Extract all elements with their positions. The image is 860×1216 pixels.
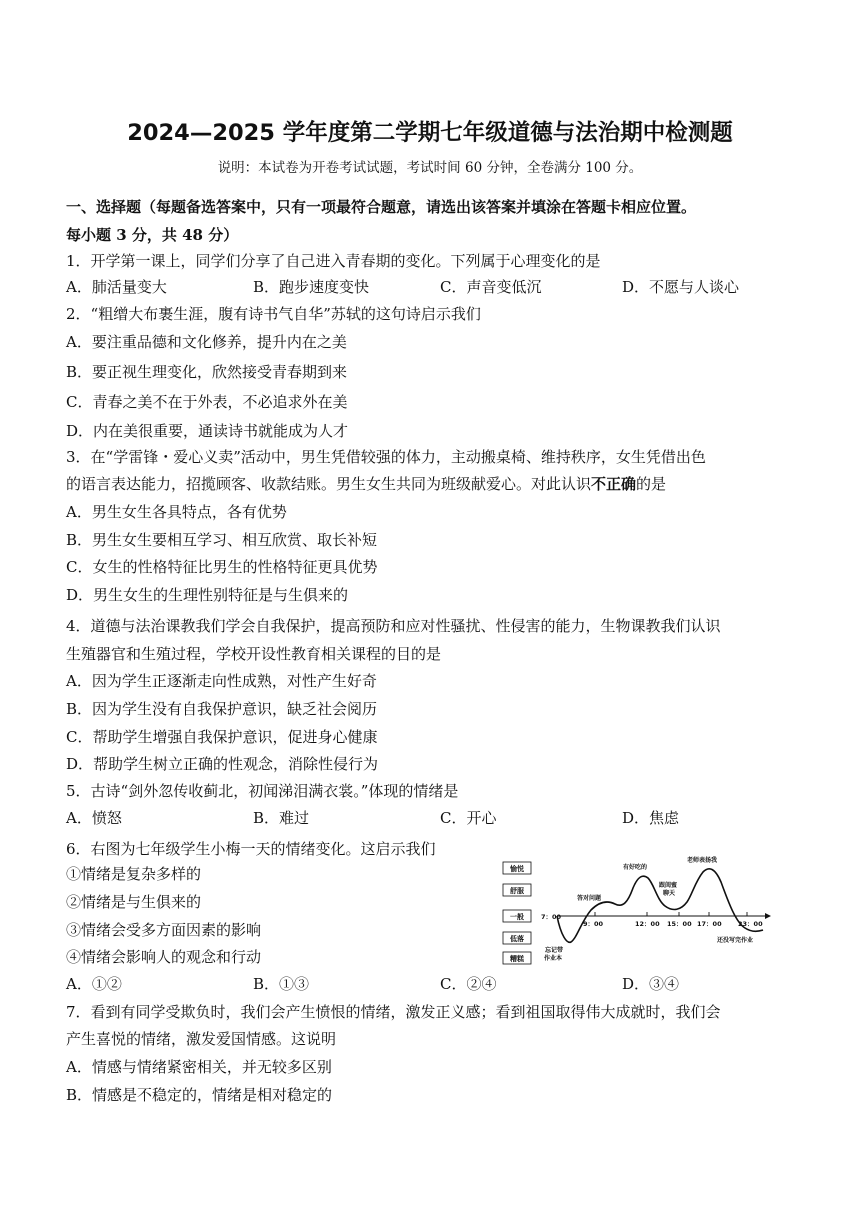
q2-option-d: D．内在美很重要，通读诗书就能成为人才 xyxy=(66,422,349,440)
q5-option-b: B．难过 xyxy=(253,809,310,827)
annotation-chat-friend: 跟闺蜜 xyxy=(659,882,678,889)
q1-option-d: D．不愿与人谈心 xyxy=(622,278,740,296)
annotation-forgot-homework: 忘记带 xyxy=(545,947,564,954)
q4-stem: 4．道德与法治课教我们学会自我保护，提高预防和应对性骚扰、性侵害的能力，生物课教我们认识 xyxy=(66,617,721,635)
q3-stem-text: 的语言表达能力，招揽顾客、收款结账。男生女生共同为班级献爱心。对此认识 xyxy=(66,475,592,493)
q6-option-a: A．①② xyxy=(66,975,122,993)
annotation-teacher-praise: 老师表扬我 xyxy=(687,857,718,864)
q6-option-b: B．①③ xyxy=(253,975,310,993)
q5-stem: 5．古诗“剑外忽传收蓟北，初闻涕泪满衣裳。”体现的情绪是 xyxy=(66,782,459,800)
annotation-unfinished-homework: 还没写完作业 xyxy=(717,937,754,944)
q6-item-2: ②情绪是与生俱来的 xyxy=(66,893,202,911)
q6-option-c: C．②④ xyxy=(440,975,497,993)
annotation-correct-answer: 答对问题 xyxy=(577,895,602,902)
y-label-comfortable: 舒服 xyxy=(510,887,524,895)
annotation-forgot-homework-2: 作业本 xyxy=(544,955,563,962)
q6-item-1: ①情绪是复杂多样的 xyxy=(66,865,202,883)
q1-stem: 1．开学第一课上，同学们分享了自己进入青春期的变化。下列属于心理变化的是 xyxy=(66,252,601,270)
q3-stem: 3．在“学雷锋・爱心义卖”活动中，男生凭借较强的体力，主动搬桌椅、维持秩序，女生凭借出色 xyxy=(66,448,706,466)
emotion-chart xyxy=(495,852,785,970)
section-heading-line2: 每小题 3 分，共 48 分） xyxy=(66,226,239,244)
x-axis-arrow xyxy=(765,913,771,919)
q3-option-d: D．男生女生的生理性别特征是与生俱来的 xyxy=(66,586,349,604)
q7-stem-line2: 产生喜悦的情绪，激发爱国情感。这说明 xyxy=(66,1030,337,1048)
q3-stem-line2 xyxy=(66,474,666,494)
x-label-12: 12：00 xyxy=(635,920,660,928)
y-label-bad: 糟糕 xyxy=(510,955,524,963)
q6-item-4: ④情绪会影响人的观念和行动 xyxy=(66,948,262,966)
q6-stem: 6．右图为七年级学生小梅一天的情绪变化。这启示我们 xyxy=(66,840,436,858)
q2-stem: 2．“粗缯大布裹生涯，腹有诗书气自华”苏轼的这句诗启示我们 xyxy=(66,305,481,323)
annotation-chat-friend-2: 聊天 xyxy=(663,890,676,897)
q4-option-c: C．帮助学生增强自我保护意识，促进身心健康 xyxy=(66,728,378,746)
q6-option-d: D．③④ xyxy=(622,975,680,993)
x-label-9: 9：00 xyxy=(583,920,604,928)
section-heading: 一、选择题（每题备选答案中，只有一项最符合题意，请选出该答案并填涂在答题卡相应位置。 xyxy=(66,198,697,216)
q3-option-c: C．女生的性格特征比男生的性格特征更具优势 xyxy=(66,558,378,576)
q2-option-b: B．要正视生理变化，欣然接受青春期到来 xyxy=(66,363,348,381)
q3-emphasis: 不正确 xyxy=(591,475,637,493)
exam-note: 说明：本试卷为开卷考试试题，考试时间 60 分钟，全卷满分 100 分。 xyxy=(217,160,643,176)
y-label-low: 低落 xyxy=(510,935,524,943)
q4-option-a: A．因为学生正逐渐走向性成熟，对性产生好奇 xyxy=(66,672,377,690)
q1-option-a: A．肺活量变大 xyxy=(66,278,167,296)
q5-option-d: D．焦虑 xyxy=(622,809,680,827)
x-label-7: 7：00 xyxy=(541,913,562,921)
q7-option-b: B．情感是不稳定的，情绪是相对稳定的 xyxy=(66,1086,333,1104)
page-title: 2024—2025 学年度第二学期七年级道德与法治期中检测题 xyxy=(127,120,733,146)
q5-option-c: C．开心 xyxy=(440,809,497,827)
q2-option-c: C．青春之美不在于外表，不必追求外在美 xyxy=(66,393,348,411)
q1-option-b: B．跑步速度变快 xyxy=(253,278,370,296)
q7-stem: 7．看到有同学受欺负时，我们会产生愤恨的情绪，激发正义感；看到祖国取得伟大成就时，我们会 xyxy=(66,1003,721,1021)
q3-option-a: A．男生女生各具特点，各有优势 xyxy=(66,503,287,521)
y-label-happy: 愉悦 xyxy=(510,865,524,873)
q2-option-a: A．要注重品德和文化修养，提升内在之美 xyxy=(66,333,347,351)
q1-option-c: C．声音变低沉 xyxy=(440,278,542,296)
q4-option-b: B．因为学生没有自我保护意识，缺乏社会阅历 xyxy=(66,700,378,718)
q6-item-3: ③情绪会受多方面因素的影响 xyxy=(66,921,262,939)
q7-option-a: A．情感与情绪紧密相关，并无较多区别 xyxy=(66,1058,332,1076)
q4-stem-line2: 生殖器官和生殖过程，学校开设性教育相关课程的目的是 xyxy=(66,645,442,663)
y-label-normal: 一般 xyxy=(510,913,524,921)
x-label-23: 23：00 xyxy=(738,920,763,928)
q3-stem-tail: 的是 xyxy=(636,475,667,493)
x-label-15: 15：00 xyxy=(667,920,692,928)
q3-option-b: B．男生女生要相互学习、相互欣赏、取长补短 xyxy=(66,531,378,549)
q4-option-d: D．帮助学生树立正确的性观念，消除性侵行为 xyxy=(66,755,379,773)
x-label-17: 17：00 xyxy=(697,920,722,928)
emotion-curve xyxy=(557,869,763,942)
q5-option-a: A．愤怒 xyxy=(66,809,122,827)
annotation-tasty-food: 有好吃的 xyxy=(623,864,648,871)
